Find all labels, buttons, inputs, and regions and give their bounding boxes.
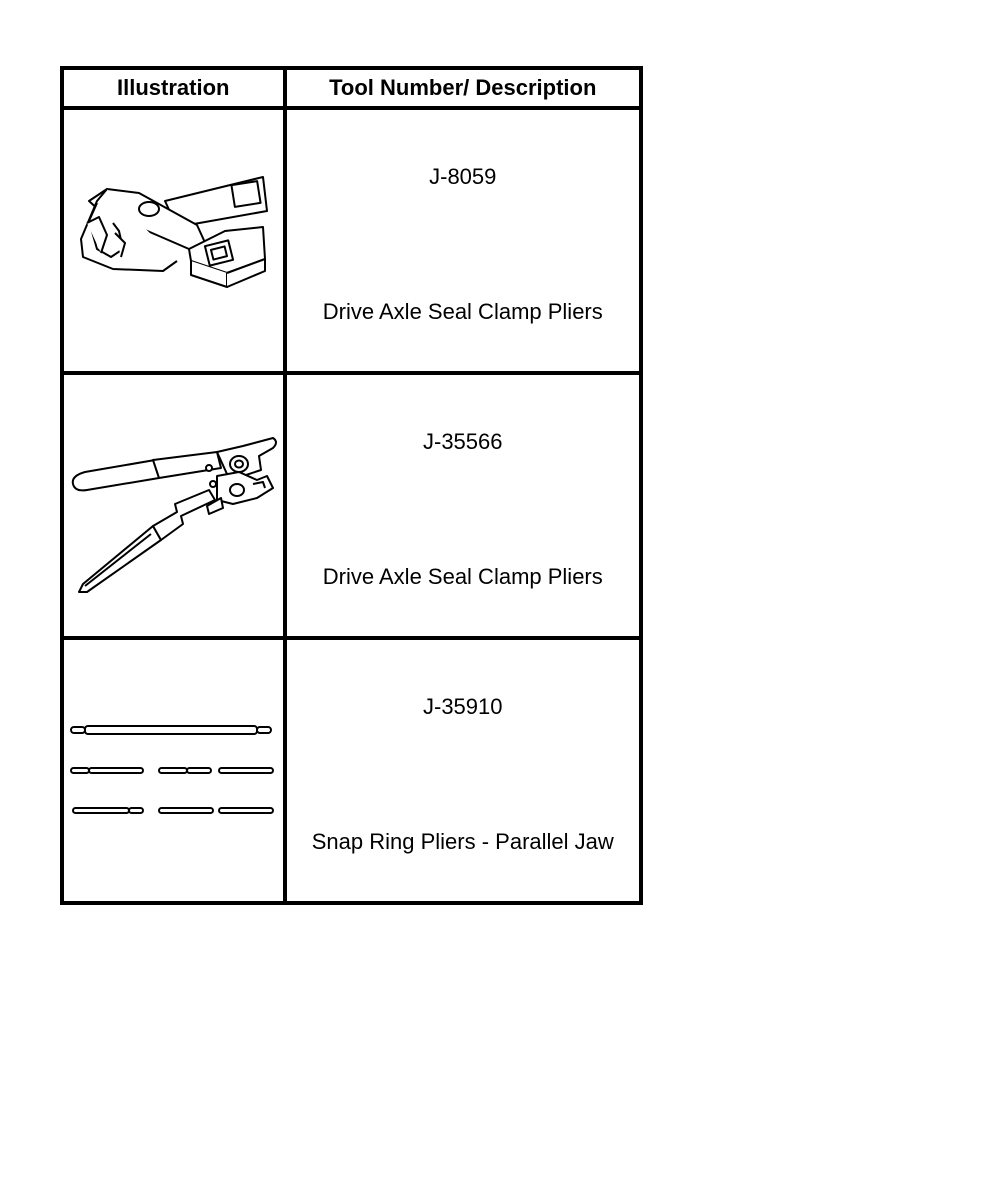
crimp-pliers-icon	[67, 416, 279, 596]
header-tool-number-description: Tool Number/ Description	[285, 68, 641, 108]
seal-clamp-pliers-icon	[67, 161, 279, 321]
tool-description: Snap Ring Pliers - Parallel Jaw	[311, 829, 614, 854]
tool-number: J-8059	[429, 164, 497, 189]
tool-number: J-35566	[423, 429, 503, 454]
header-row	[62, 68, 641, 108]
tool-number: J-35910	[423, 694, 503, 719]
description-cell	[285, 108, 641, 373]
illustration-cell	[62, 108, 285, 373]
header-illustration: Illustration	[62, 68, 285, 108]
tool-description: Drive Axle Seal Clamp Pliers	[322, 299, 603, 324]
illustration-cell	[62, 373, 285, 638]
description-cell	[285, 638, 641, 903]
illustration-cell	[62, 638, 285, 903]
table-row	[62, 638, 641, 903]
tool-table	[60, 66, 643, 905]
table-row	[62, 373, 641, 638]
tool-description: Drive Axle Seal Clamp Pliers	[322, 564, 603, 589]
table-row	[62, 108, 641, 373]
description-cell	[285, 373, 641, 638]
snap-ring-pliers-parts-icon	[67, 721, 279, 821]
